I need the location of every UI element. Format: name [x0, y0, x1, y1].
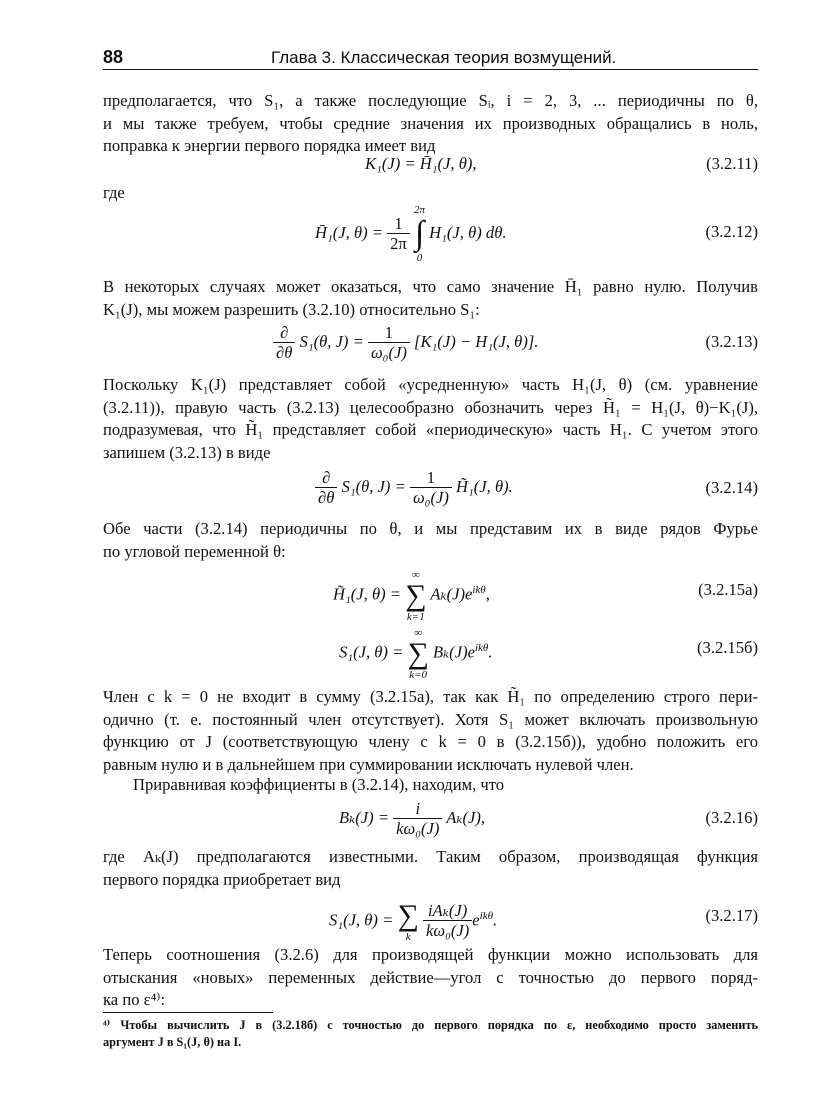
- equation-body: K₁(J) = H̄₁(J, θ),: [365, 154, 477, 173]
- fraction-numerator: ∂: [273, 324, 295, 343]
- text-line: отыскания «новых» переменных действие—угол с точностью до первого поряд-: [103, 967, 758, 987]
- text-line: одично (т. е. постоянный член отсутствует). Хотя S₁ может включать произвольную: [103, 709, 758, 729]
- text-line: поправка к энергии первого порядка имеет вид: [103, 136, 436, 155]
- equation-number: (3.2.11): [706, 154, 758, 173]
- footnote-line: ⁴⁾ Чтобы вычислить J в (3.2.18б) с точностью до первого порядка по ε, необходимо просто заменить: [103, 1018, 758, 1032]
- exponent: ikθ: [472, 584, 486, 596]
- text-line: функцию от J (соответствующую члену с k = 0 в (3.2.15б)), удобно положить его: [103, 732, 758, 751]
- sum-lower-limit: k=0: [409, 668, 428, 681]
- derivative-operator: [315, 469, 337, 508]
- eq-lhs: S₁(θ, J) =: [341, 477, 406, 496]
- sum-sign: ∑ k: [397, 898, 419, 943]
- eq-lhs: S₁(θ, J) =: [299, 332, 364, 351]
- equation-number: (3.2.17): [705, 906, 758, 925]
- text-line: В некоторых случаях может оказаться, что само значение H̄₁ равно нулю. Получив: [103, 277, 758, 296]
- text-line: K₁(J), мы можем разрешить (3.2.10) относительно S₁:: [103, 299, 480, 319]
- equation-number: (3.2.15б): [697, 638, 758, 657]
- fraction: [423, 902, 472, 941]
- text-line: Обе части (3.2.14) периодичны по θ, и мы представим их в виде рядов Фурье: [103, 519, 758, 538]
- exponent: ikθ: [479, 910, 493, 922]
- sum-lower-limit: k: [405, 930, 411, 943]
- equation-3-2-14: [103, 462, 758, 514]
- fraction-denominator: 2π: [390, 233, 407, 253]
- eq-lhs: S₁(J, θ) =: [329, 910, 394, 930]
- running-header: [103, 44, 758, 70]
- fraction-numerator: ∂: [315, 469, 337, 488]
- footnote: [103, 1017, 758, 1051]
- text-line: где Aₖ(J) предполагаются известными. Таким образом, производящая функция: [103, 847, 758, 866]
- fraction-numerator: i: [393, 800, 442, 819]
- equation-number: (3.2.16): [705, 808, 758, 827]
- equation-body: [339, 796, 485, 840]
- eq-rhs: [K₁(J) − H₁(J, θ)].: [414, 332, 539, 351]
- equation-number: (3.2.14): [705, 478, 758, 497]
- fraction-numerator: 1: [410, 469, 452, 488]
- derivative-operator: [273, 324, 295, 363]
- sum-upper-limit: ∞: [411, 568, 420, 581]
- footnote-line: аргумент J в S₁(J, θ) на I.: [103, 1035, 242, 1049]
- equation-3-2-12: [103, 196, 758, 272]
- footnote-rule: [103, 1012, 273, 1013]
- fraction-numerator: iAₖ(J): [423, 902, 472, 921]
- equation-3-2-15b: [103, 620, 758, 681]
- sum-sign: ∞ ∑ k=1: [405, 568, 427, 623]
- text-line: ка по ε⁴⁾:: [103, 990, 166, 1009]
- eq-rhs: Bₖ(J)e: [432, 642, 475, 662]
- integrand: H₁(J, θ) dθ.: [429, 223, 507, 242]
- eq-lhs: H̄₁(J, θ) =: [315, 223, 383, 242]
- eq-lhs: H̃₁(J, θ) =: [333, 584, 401, 604]
- sum-upper-limit: ∞: [414, 626, 423, 639]
- eq-rhs: Aₖ(J)e: [430, 584, 473, 604]
- equation-body: [273, 320, 538, 364]
- text-line: первого порядка приобретает вид: [103, 869, 341, 889]
- paragraph-7: [103, 846, 758, 891]
- text-line: подразумевая, что H̃₁ представляет собой «периодическую» часть H₁. С учетом этого: [103, 420, 758, 439]
- text-line: равным нулю и в дальнейшем при суммировании исключать нулевой член.: [103, 754, 634, 774]
- paragraph-3: [103, 374, 758, 464]
- fraction: [410, 469, 452, 508]
- eq-rhs: e: [472, 910, 480, 930]
- paragraph-4: [103, 518, 758, 563]
- paragraph-1: [103, 90, 758, 158]
- text-line: и мы также требуем, чтобы средние значения их производных обращались в ноль,: [103, 113, 758, 133]
- fraction: [393, 800, 442, 839]
- equation-body: [339, 620, 492, 681]
- sum-sign: ∞ ∑ k=0: [407, 626, 429, 681]
- equation-body: [333, 562, 490, 623]
- text-line: предполагается, что S₁, а также последующие Sᵢ, i = 2, 3, ... периодичны по θ,: [103, 91, 758, 110]
- page-number: 88: [103, 47, 124, 67]
- equation-3-2-16: [103, 794, 758, 844]
- sum-lower-limit: k=1: [406, 610, 425, 623]
- eq-lhs: Bₖ(J) =: [339, 808, 389, 827]
- eq-tail: .: [488, 642, 493, 662]
- equation-3-2-17: [103, 890, 758, 946]
- fraction: [387, 215, 410, 254]
- equation-3-2-13: [103, 318, 758, 368]
- text-line: (3.2.11)), правую часть (3.2.13) целесообразно обозначить через H̃₁ = H₁(J, θ)−K₁(J),: [103, 397, 758, 417]
- equation-body: [315, 200, 507, 266]
- equation-number: (3.2.13): [705, 332, 758, 351]
- equation-number: (3.2.15а): [698, 580, 758, 599]
- fraction-denominator: ∂θ: [318, 487, 335, 507]
- eq-tail: ,: [485, 584, 490, 604]
- fraction-denominator: ω₀(J): [412, 487, 449, 507]
- equation-3-2-15a: [103, 562, 758, 623]
- text-line: Член с k = 0 не входит в сумму (3.2.15а), так как H̃₁ по определению строго пери-: [103, 687, 758, 706]
- paragraph-8: [103, 944, 758, 1012]
- fraction-denominator: ω₀(J): [370, 342, 407, 362]
- text-line: по угловой переменной θ:: [103, 541, 286, 561]
- integral-sign: 2π ∫ 0: [413, 204, 425, 265]
- equation-body: [329, 890, 497, 947]
- fraction: [368, 324, 410, 363]
- chapter-title: Глава 3. Классическая теория возмущений.: [271, 48, 617, 67]
- fraction-denominator: kω₀(J): [396, 818, 440, 838]
- text-line: запишем (3.2.13) в виде: [103, 442, 271, 462]
- text-line: Приравнивая коэффициенты в (3.2.14), находим, что: [133, 775, 505, 794]
- header-rule: [103, 69, 758, 70]
- paragraph-2: [103, 276, 758, 321]
- text-line: где: [103, 183, 125, 202]
- equation-number: (3.2.12): [705, 222, 758, 241]
- eq-tail: .: [492, 910, 498, 930]
- exponent: ikθ: [474, 642, 489, 654]
- fraction-denominator: kω₀(J): [425, 921, 470, 941]
- fraction-numerator: 1: [368, 324, 410, 343]
- paragraph-5: [103, 686, 758, 776]
- text-line: Теперь соотношения (3.2.6) для производящей функции можно использовать для: [103, 945, 758, 964]
- fraction-numerator: 1: [387, 215, 410, 234]
- eq-rhs: Aₖ(J),: [446, 808, 486, 827]
- text-line: Поскольку K₁(J) представляет собой «усредненную» часть H₁(J, θ) (см. уравнение: [103, 375, 758, 394]
- equation-body: [315, 464, 513, 510]
- integral-upper-limit: 2π: [413, 204, 425, 217]
- eq-lhs: S₁(J, θ) =: [339, 642, 404, 662]
- fraction-denominator: ∂θ: [276, 342, 293, 362]
- eq-rhs: H̃₁(J, θ).: [456, 477, 513, 496]
- integral-lower-limit: 0: [416, 252, 423, 265]
- equation-3-2-11: [103, 154, 758, 178]
